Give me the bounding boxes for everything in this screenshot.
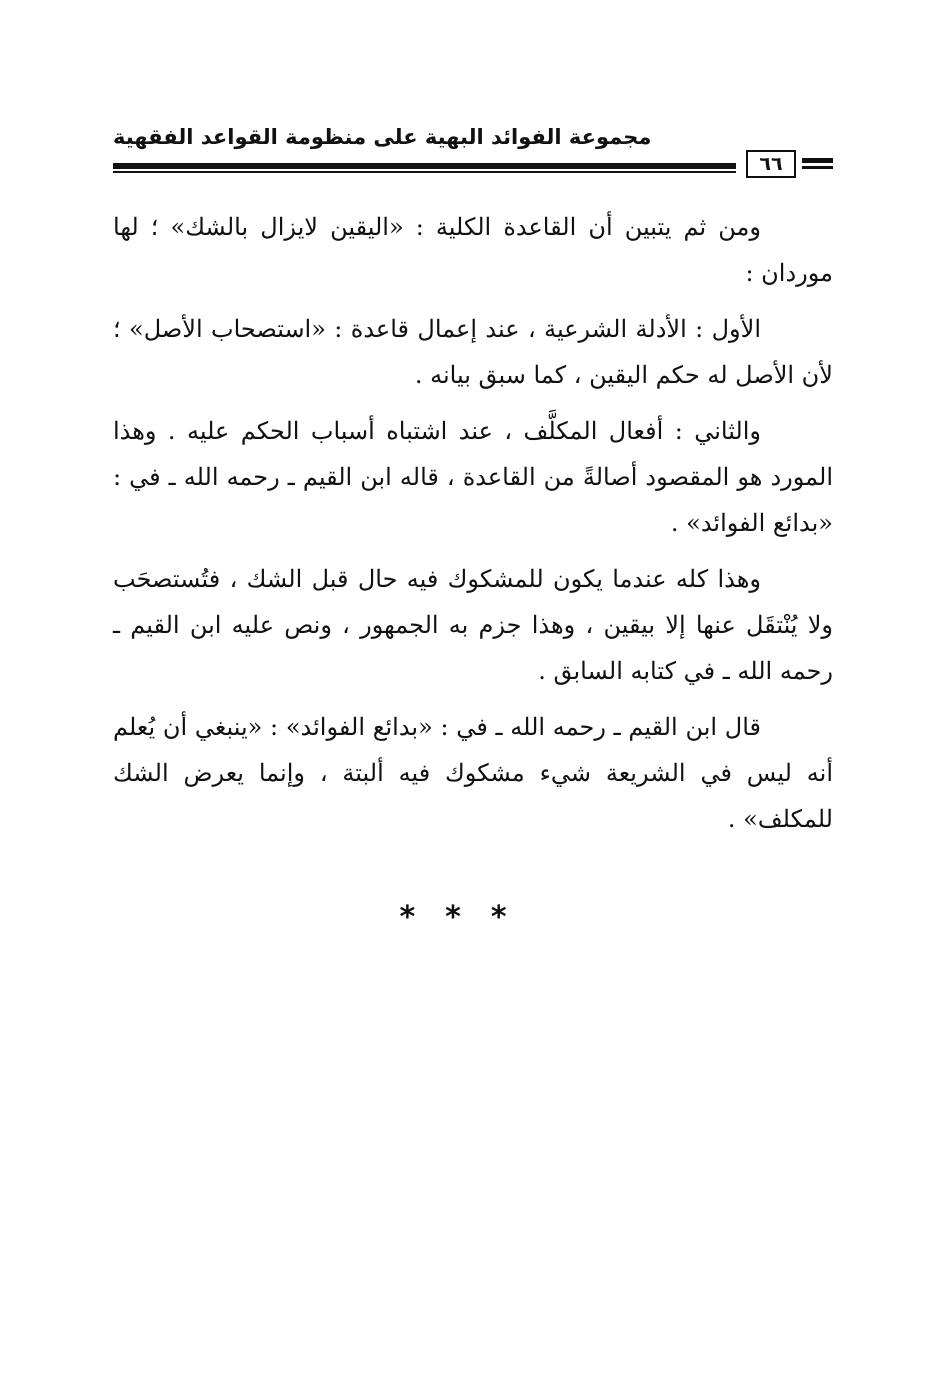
paragraph-4: وهذا كله عندما يكون للمشكوك فيه حال قبل الشك ، فتُستصحَب ولا يُنْتقَل عنها إلا بيقين ، وهذا جزم به الجمهور ، ونص عليه ابن القيم ـ رحمه الله ـ في كتابه السابق . (113, 565, 833, 685)
header-rule (113, 160, 736, 176)
paragraph-3: والثاني : أفعال المكلَّف ، عند اشتباه أسباب الحكم عليه . وهذا المورد هو المقصود أصالةً من القاعدة ، قاله ابن القيم ـ رحمه الله ـ في : «بدائع الفوائد» . (113, 417, 833, 537)
body-text (113, 204, 833, 852)
header-title: مجموعة الفوائد البهية على منظومة القواعد الفقهية (113, 125, 652, 149)
paragraph-2: الأول : الأدلة الشرعية ، عند إعمال قاعدة : «استصحاب الأصل» ؛ لأن الأصل له حكم اليقين ، كما سبق بيانه . (113, 315, 833, 389)
ornament-bar-thin (802, 166, 833, 169)
page-number: ٦٦ (746, 150, 796, 178)
paragraph-5: قال ابن القيم ـ رحمه الله ـ في : «بدائع الفوائد» : «ينبغي أن يُعلم أنه ليس في الشريعة شيء مشكوك فيه ألبتة ، وإنما يعرض الشك للمكلف» . (113, 713, 833, 833)
header-rule-thick (113, 163, 736, 169)
running-header (113, 118, 833, 158)
ornament-bar-thick (802, 158, 833, 163)
section-separator: *** (399, 900, 537, 935)
page-number-ornament (802, 157, 833, 171)
header-rule-thin (113, 171, 736, 173)
paragraph-1: ومن ثم يتبين أن القاعدة الكلية : «اليقين لايزال بالشك» ؛ لها موردان : (113, 213, 833, 287)
